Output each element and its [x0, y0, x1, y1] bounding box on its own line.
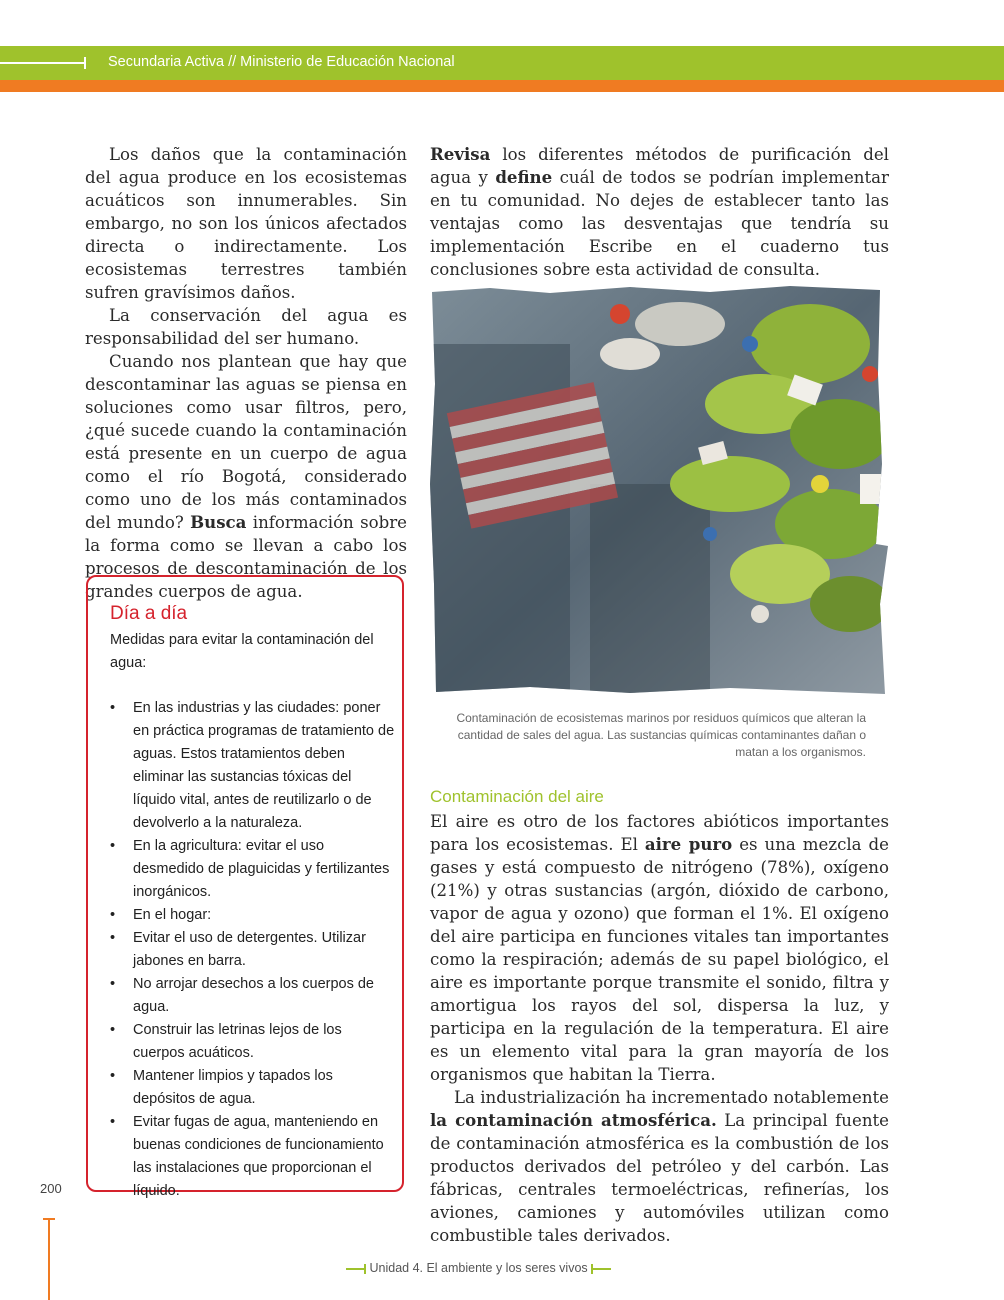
left-p3-text-b: información sobre la forma como se llevan a cabo los procesos de descontaminación de los grandes cuerpos de agua. [85, 513, 407, 601]
list-item [110, 1065, 395, 1111]
footer-unit [346, 1261, 611, 1277]
list-item [110, 1111, 395, 1203]
left-paragraph-1: Los daños que la contaminación del agua produce en los ecosistemas acuáticos son innumerables. Sin embargo, no son los únicos afectados directa o indirectamente. Los ecosistemas terrestres también sufren gravísimos daños. [85, 145, 407, 302]
aire-p1-text-b: es una mezcla de gases y está compuesto de nitrógeno (78%), oxígeno (21%) y otras sustancias (argón, dióxido de carbono, vapor de agua y ozono) que forman el 1%. El oxígeno del aire participa en funciones vitales tan importantes como la respiración; además de su papel biológico, el aire es importante porque transmite el sonido, filtra y amortigua los rayos del sol, dispersa la luz, y participa en la regulación de la temperatura. El aire es un elemento vital para la gran mayoría de los organismos que habitan la Tierra. [430, 835, 889, 1084]
aire-section-body [430, 810, 889, 1247]
bullet: • [110, 1022, 116, 1038]
list-item-text: Evitar fugas de agua, manteniendo en buenas condiciones de funcionamiento las instalaciones que proporcionan el líquido. [133, 1114, 384, 1199]
header-rule [0, 62, 86, 64]
left-paragraph-2: La conservación del agua es responsabilidad del ser humano. [85, 306, 407, 348]
list-item [110, 1019, 395, 1065]
series-title: Secundaria Activa // Ministerio de Educación Nacional [108, 54, 455, 70]
list-item [110, 973, 395, 1019]
aire-paragraph-1 [430, 810, 889, 1086]
activity-text-b: cuál de todos se podrían implementar en tu comunidad. No dejes de establecer tanto las ventajas como las desventajas que tendría su implementación Escribe en el cuaderno tus conclusiones sobre esta actividad de consulta. [430, 168, 889, 279]
bullet: • [110, 1068, 116, 1084]
bold-contaminacion-atmosferica: la contaminación atmosférica. [430, 1110, 717, 1130]
aire-p1-text-a: El aire es otro de los factores abióticos importantes para los ecosistemas. El [430, 812, 889, 854]
aire-p2-text-b: La principal fuente de contaminación atmosférica es la combustión de los productos derivados del petróleo y del carbón. Las fábricas, centrales termoeléctricas, refinerías, los aviones, camiones y automóviles utilizan como combustible tales derivados. [430, 1111, 889, 1245]
list-item [110, 927, 395, 973]
header-accent-stripe [0, 80, 1004, 92]
bullet: • [110, 1114, 116, 1130]
list-item-text: En la agricultura: evitar el uso desmedido de plaguicidas y fertilizantes inorgánicos. [133, 838, 390, 900]
list-item-text: Evitar el uso de detergentes. Utilizar jabones en barra. [133, 930, 366, 969]
list-item-text: No arrojar desechos a los cuerpos de agua. [133, 976, 374, 1015]
bullet: • [110, 930, 116, 946]
dia-a-dia-subtitle: Medidas para evitar la contaminación del agua: [110, 632, 374, 671]
list-item [110, 904, 395, 927]
bold-revisa: Revisa [430, 144, 491, 164]
aire-paragraph-2 [430, 1086, 889, 1247]
bold-aire-puro: aire puro [644, 834, 733, 854]
footer-unit-label: Unidad 4. [369, 1261, 423, 1275]
dia-a-dia-box [86, 575, 404, 1199]
activity-text [430, 143, 889, 281]
activity-paragraph [430, 143, 889, 281]
footer-rule-left [346, 1268, 366, 1270]
page-number: 200 [40, 1181, 62, 1196]
dia-a-dia-list [110, 697, 395, 1203]
left-p3-bold-busca: Busca [190, 512, 247, 532]
dia-a-dia-title: Día a día [110, 603, 188, 624]
bullet: • [110, 976, 116, 992]
list-item-text: Mantener limpios y tapados los depósitos de agua. [133, 1068, 333, 1107]
polluted-water-photo [430, 284, 889, 694]
left-p3-text-a: Cuando nos plantean que hay que descontaminar las aguas se piensa en soluciones como usar filtros, pero, ¿qué sucede cuando la contaminación está presente en un cuerpo de agua como el río Bogotá, considerado como uno de los más contaminados del mundo? [85, 352, 407, 532]
list-item-text: En las industrias y las ciudades: poner en práctica programas de tratamiento de aguas. Estos tratamientos deben eliminar las sustancias tóxicas del líquido vital, antes de reutilizarlo o de devolverlo a la naturaleza. [133, 700, 395, 831]
activity-text-a: los diferentes métodos de purificación del agua y [430, 145, 889, 187]
bullet: • [110, 700, 116, 716]
section-title-aire: Contaminación del aire [430, 787, 604, 806]
footer-unit-title: El ambiente y los seres vivos [423, 1261, 588, 1275]
left-column [85, 143, 407, 603]
aire-p2-text-a: La industrialización ha incrementado notablemente [454, 1088, 889, 1107]
footer-rule-right [591, 1268, 611, 1270]
left-margin-rule [48, 1218, 50, 1300]
photo-caption: Contaminación de ecosistemas marinos por residuos químicos que alteran la cantidad de sales del agua. Las sustancias químicas contaminantes dañan o matan a los organismos. [456, 711, 866, 759]
bullet: • [110, 907, 116, 923]
bullet: • [110, 838, 116, 854]
list-item-text: Construir las letrinas lejos de los cuerpos acuáticos. [133, 1022, 342, 1061]
bold-define: define [495, 167, 553, 187]
list-item-text: En el hogar: [133, 907, 212, 923]
left-paragraph-3 [85, 350, 407, 603]
list-item [110, 835, 395, 904]
list-item [110, 697, 395, 835]
header-rule-tick [84, 57, 86, 69]
